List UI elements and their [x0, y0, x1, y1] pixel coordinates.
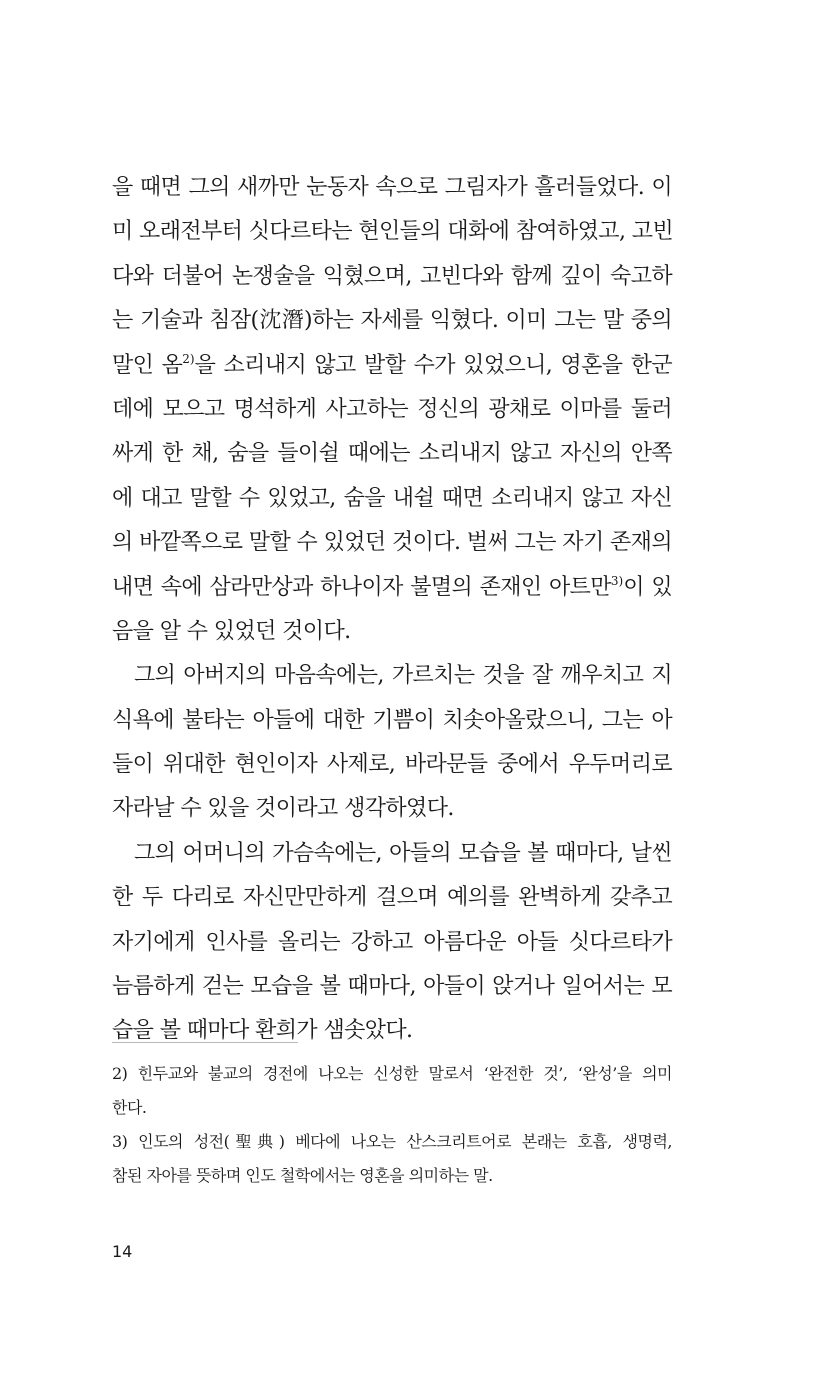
text-line: 들이 위대한 현인이자 사제로, 바라문들 중에서 우두머리로: [112, 752, 672, 778]
text-line: 음을 알 수 있었던 것이다.: [112, 618, 351, 644]
text-line: 는 기술과 침잠(沈潛)하는 자세를 익혔다. 이미 그는 말 중의: [112, 308, 672, 334]
footnotes: [112, 1057, 672, 1193]
text-line: 다와 더불어 논쟁술을 익혔으며, 고빈다와 함께 깊이 숙고하: [112, 263, 672, 289]
text-line: 의 바깥쪽으로 말할 수 있었던 것이다. 벌써 그는 자기 존재의: [112, 530, 672, 556]
text-line: [112, 344, 672, 388]
text-fragment: 이 있: [623, 574, 672, 600]
footnote-3: 3) 인도의 성전(聖典) 베다에 나오는 산스크리트어로 본래는 호흡, 생명력,: [112, 1132, 672, 1151]
text-fragment: 말인 옴: [112, 352, 183, 378]
footnote-2-cont: 한다.: [112, 1098, 147, 1117]
footnote-3-cont: 참된 자아를 뜻하며 인도 철학에서는 영혼을 의미하는 말.: [112, 1166, 493, 1185]
text-line: 미 오래전부터 싯다르타는 현인들의 대화에 참여하였고, 고빈: [112, 219, 674, 245]
text-line: 데에 모으고 명석하게 사고하는 정신의 광채로 이마를 둘러: [112, 396, 672, 422]
text-line: 늠름하게 걷는 모습을 볼 때마다, 아들이 앉거나 일어서는 모: [112, 974, 672, 1000]
body-text: [112, 166, 672, 1054]
text-line: 싸게 한 채, 숨을 들이쉴 때에는 소리내지 않고 자신의 안쪽: [112, 441, 672, 467]
text-line: 자라날 수 있을 것이라고 생각하였다.: [112, 796, 454, 822]
text-line: 에 대고 말할 수 있었고, 숨을 내쉴 때면 소리내지 않고 자신: [112, 485, 672, 511]
footnote-divider: [112, 1042, 298, 1043]
page-number: 14: [112, 1242, 133, 1261]
text-line: 을 때면 그의 새까만 눈동자 속으로 그림자가 흘러들었다. 이: [112, 175, 672, 200]
text-fragment: 내면 속에 삼라만상과 하나이자 불멸의 존재인 아트만: [112, 574, 611, 600]
text-fragment: 을 소리내지 않고 발할 수가 있었으니, 영혼을 한군: [194, 352, 672, 378]
text-line: [112, 566, 672, 610]
text-line: 습을 볼 때마다 환희가 샘솟았다.: [112, 1018, 413, 1044]
paragraph-start: 그의 어머니의 가슴속에는, 아들의 모습을 볼 때마다, 날씬: [134, 840, 672, 866]
footnote-ref-2[interactable]: 2): [182, 351, 195, 366]
text-line: 자기에게 인사를 올리는 강하고 아름다운 아들 싯다르타가: [112, 929, 672, 955]
paragraph-start: 그의 아버지의 마음속에는, 가르치는 것을 잘 깨우치고 지: [134, 663, 672, 689]
footnote-2: 2) 힌두교와 불교의 경전에 나오는 신성한 말로서 ‘완전한 것’, ‘완성’을 의미: [112, 1064, 672, 1083]
text-line: 한 두 다리로 자신만만하게 걸으며 예의를 완벽하게 갖추고: [112, 885, 672, 911]
text-line: 식욕에 불타는 아들에 대한 기쁨이 치솟아올랐으니, 그는 아: [112, 707, 672, 733]
footnote-ref-3[interactable]: 3): [610, 573, 624, 588]
